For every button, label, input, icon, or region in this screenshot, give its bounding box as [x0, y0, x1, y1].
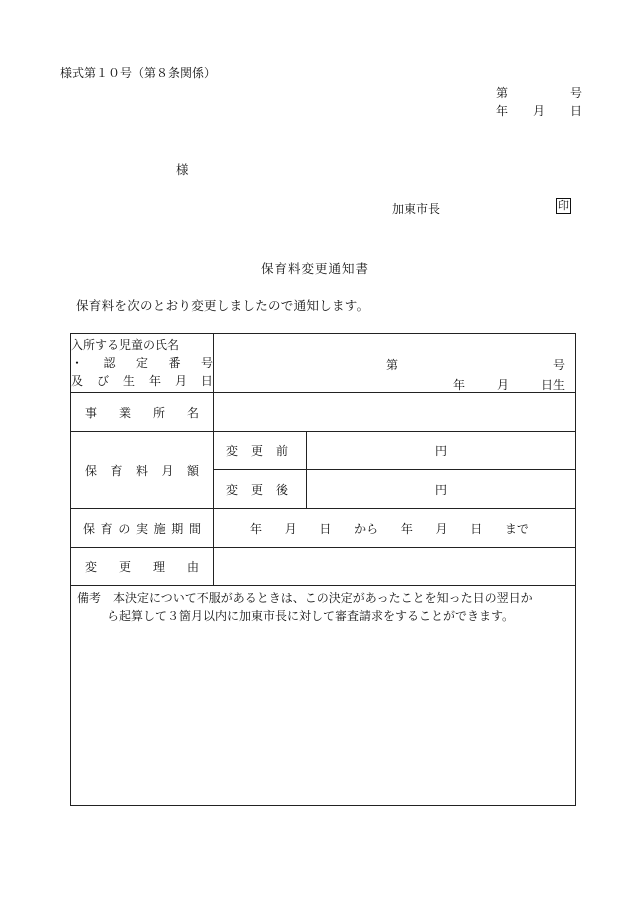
reason-label-cell: 変 更 理 由: [71, 548, 214, 586]
period-value-cell[interactable]: 年 月 日 から 年 月 日 まで: [214, 509, 576, 548]
issuer-name: 加東市長: [392, 202, 441, 216]
child-value-cell[interactable]: [214, 334, 576, 393]
reason-row: [71, 548, 576, 586]
fee-label-cell: 保 育 料 月 額: [71, 432, 214, 509]
issue-date-month: 月: [532, 104, 545, 118]
seal-mark: 印: [558, 199, 569, 212]
fee-before-row: [71, 432, 576, 470]
document-number-line: [496, 84, 582, 101]
fee-before-value-cell[interactable]: [307, 432, 576, 470]
before-label-cell: 変 更 前: [214, 432, 307, 470]
after-label-cell: 変 更 後: [214, 470, 307, 509]
issue-date-day: 日: [569, 104, 582, 118]
issue-date-year: 年: [496, 104, 509, 118]
reason-value-cell[interactable]: [214, 548, 576, 586]
document-title: 保育料変更通知書: [260, 261, 369, 276]
remarks-cell: [71, 586, 576, 806]
document-number-dai: 第: [496, 86, 509, 100]
remarks-row: [71, 586, 576, 806]
issue-date-line: [496, 102, 582, 119]
facility-value-cell[interactable]: [214, 393, 576, 432]
child-label-line2: ・ 認 定 番 号: [71, 356, 213, 370]
remarks-line2: ら起算して３箇月以内に加東市長に対して審査請求をすることができます。: [107, 609, 515, 623]
notice-table: [70, 333, 576, 806]
form-number: 様式第１０号（第８条関係）: [60, 66, 217, 80]
child-label-line1: 入所する児童の氏名: [71, 338, 180, 352]
fee-after-value-cell[interactable]: [307, 470, 576, 509]
remarks-line1: 備考 本決定について不服があるときは、この決定があったことを知った日の翌日か: [77, 591, 533, 605]
remarks-label: 備考: [77, 591, 102, 605]
birthdate-line: 年 月 日生: [453, 378, 565, 392]
facility-label-cell: 事 業 所 名: [71, 393, 214, 432]
yen-unit: 円: [434, 482, 447, 497]
cert-number-go: 号: [552, 358, 565, 372]
intro-text: 保育料を次のとおり変更しましたので通知します。: [76, 298, 370, 313]
addressee-suffix: 様: [176, 162, 189, 177]
yen-unit: 円: [434, 444, 447, 458]
document-number-go: 号: [569, 86, 582, 100]
period-label-cell: 保 育 の 実 施 期 間: [71, 509, 214, 548]
period-row: [71, 509, 576, 548]
child-row: [71, 334, 576, 393]
child-label-cell: [71, 334, 214, 393]
cert-number-dai: 第: [386, 358, 399, 372]
child-label-line3: 及 び 生 年 月 日: [71, 374, 213, 388]
facility-row: [71, 393, 576, 432]
